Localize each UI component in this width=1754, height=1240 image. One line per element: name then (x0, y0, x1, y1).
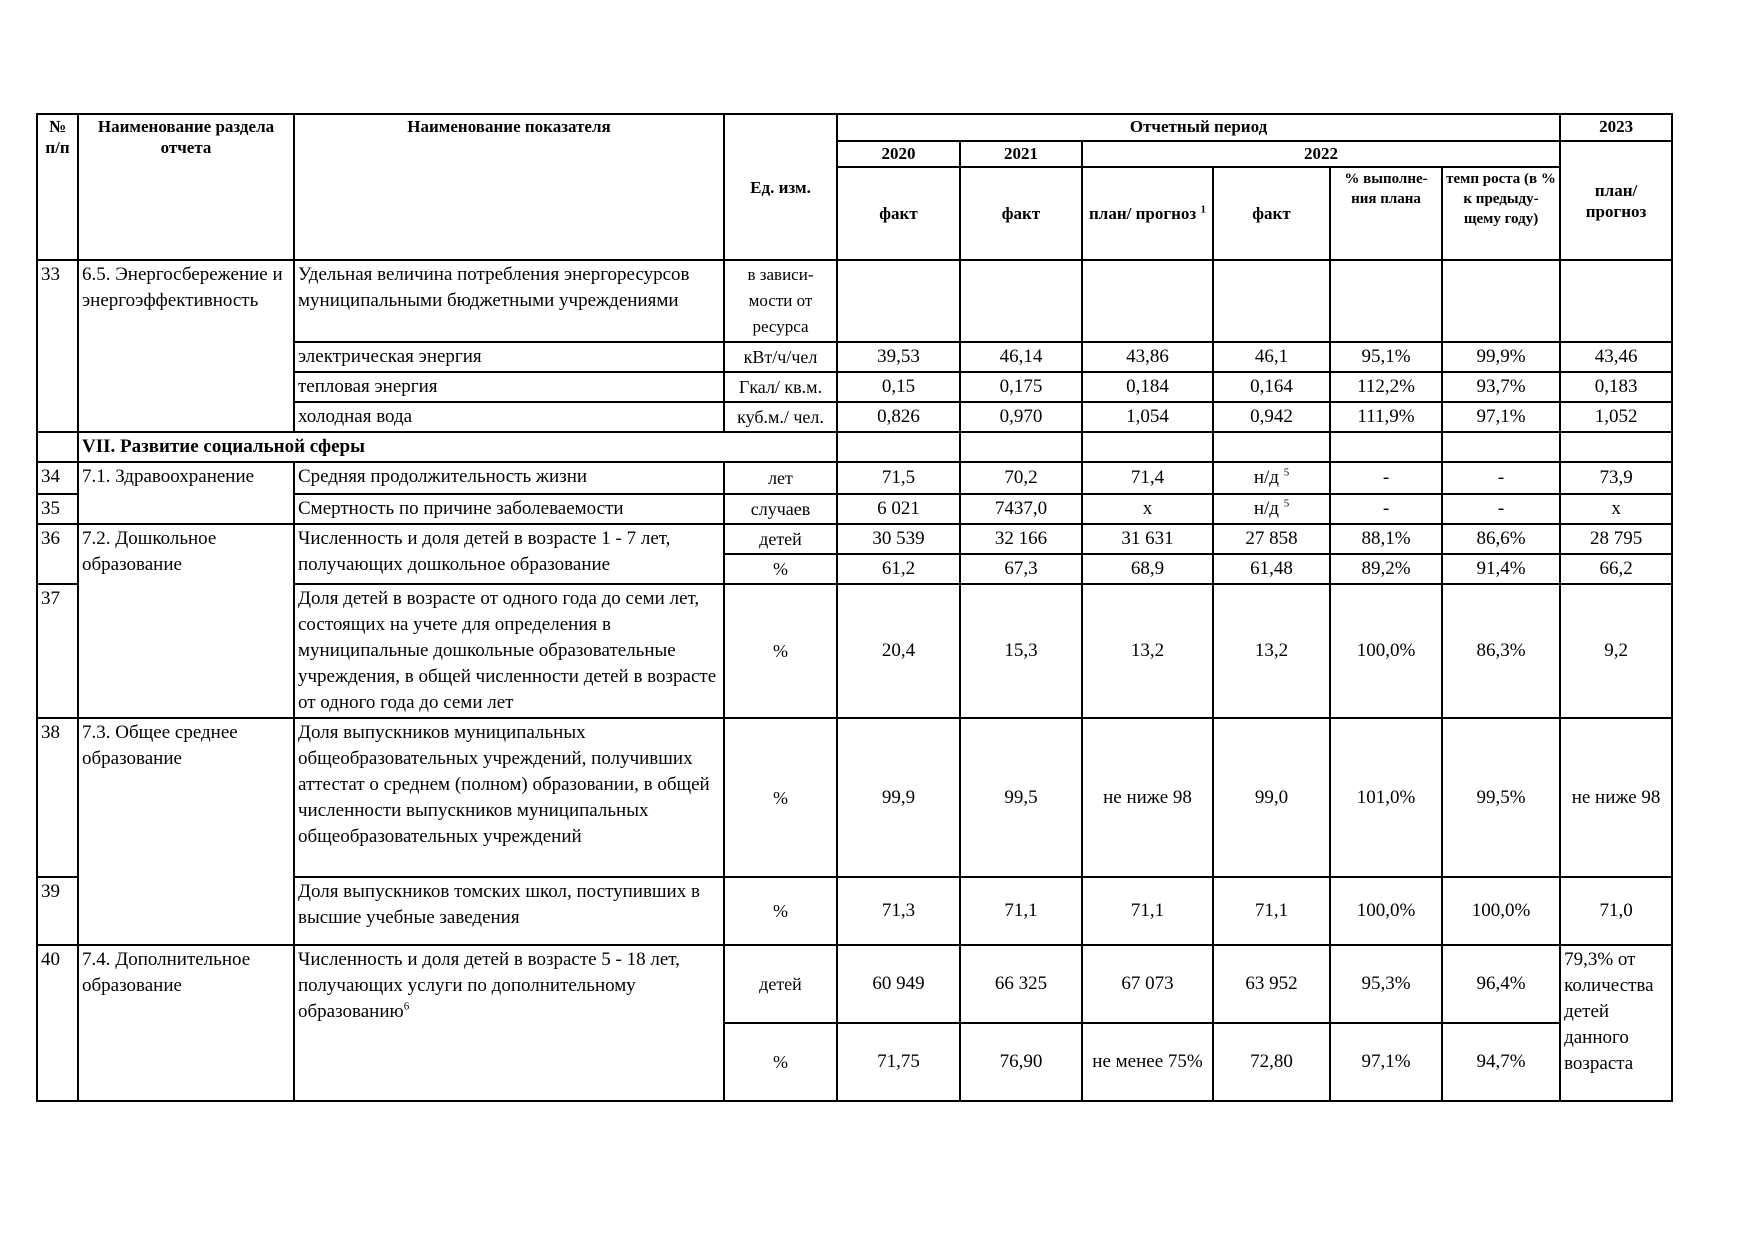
section-name: 7.2. Дошкольное образование (78, 524, 294, 718)
sub-indicator-name: тепловая энергия (294, 372, 724, 402)
indicator-name: Численность и доля детей в возрасте 1 - 7 лет, получающих дошкольное образование (294, 524, 724, 584)
unit-cell: % (724, 1023, 837, 1101)
indicator-name: Доля выпускников томских школ, поступивших в высшие учебные заведения (294, 877, 724, 945)
unit-cell: лет (724, 462, 837, 494)
value-plan-2023: 0,183 (1560, 372, 1672, 402)
row-number: 33 (37, 260, 78, 432)
value-2020: 61,2 (837, 554, 960, 584)
row-number: 34 (37, 462, 78, 494)
value-fact-2022: н/д $^5$ (1213, 494, 1330, 524)
value-2020: 60 949 (837, 945, 960, 1023)
value-plan-2022: х (1082, 494, 1213, 524)
value-plan-2022: 31 631 (1082, 524, 1213, 554)
table-row (37, 718, 1672, 877)
section-name: 7.3. Общее среднее образование (78, 718, 294, 945)
value-plan-2022: 71,1 (1082, 877, 1213, 945)
value-fact-2022: 46,1 (1213, 342, 1330, 372)
row-number: 40 (37, 945, 78, 1101)
unit-cell: куб.м./ чел. (724, 402, 837, 432)
value-pct-plan: 101,0% (1330, 718, 1442, 877)
header-fact-2020: факт (837, 167, 960, 260)
unit-cell: % (724, 718, 837, 877)
value-2021: 0,175 (960, 372, 1082, 402)
value-growth: 86,3% (1442, 584, 1560, 718)
value-2021: 0,970 (960, 402, 1082, 432)
value-2021: 99,5 (960, 718, 1082, 877)
value-growth: 99,5% (1442, 718, 1560, 877)
value-growth: 100,0% (1442, 877, 1560, 945)
value-plan-2022: 1,054 (1082, 402, 1213, 432)
value-pct-plan: 97,1% (1330, 1023, 1442, 1101)
header-growth: темп роста (в % к предыду-щему году) (1442, 167, 1560, 260)
sub-indicator-name: холодная вода (294, 402, 724, 432)
value-plan-2022: 13,2 (1082, 584, 1213, 718)
value-growth: 91,4% (1442, 554, 1560, 584)
unit-cell: детей (724, 524, 837, 554)
value-pct-plan: 88,1% (1330, 524, 1442, 554)
indicator-name: Численность и доля детей в возрасте 5 - 18 лет, получающих услуги по дополнительному образованию$^6$ (294, 945, 724, 1101)
value-fact-2022: 99,0 (1213, 718, 1330, 877)
value-2021: 66 325 (960, 945, 1082, 1023)
section-name: 7.1. Здравоохранение (78, 462, 294, 524)
section-heading-row (37, 432, 1672, 462)
unit-cell: кВт/ч/чел (724, 342, 837, 372)
header-pct-plan: % выполне-ния плана (1330, 167, 1442, 260)
table-body (37, 260, 1672, 1101)
value-fact-2022: 27 858 (1213, 524, 1330, 554)
value-2020: 0,826 (837, 402, 960, 432)
value-2020: 30 539 (837, 524, 960, 554)
unit-cell: в зависи-мости от ресурса (724, 260, 837, 342)
value-growth: 99,9% (1442, 342, 1560, 372)
section-name: 7.4. Дополнительное образование (78, 945, 294, 1101)
table-header (37, 114, 1672, 260)
value-growth: 86,6% (1442, 524, 1560, 554)
value-2021: 71,1 (960, 877, 1082, 945)
value-plan-2023: 79,3% от количества детей данного возраста (1560, 945, 1672, 1101)
value-fact-2022: 72,80 (1213, 1023, 1330, 1101)
value-2021: 7437,0 (960, 494, 1082, 524)
value-pct-plan: 95,3% (1330, 945, 1442, 1023)
value-growth: 97,1% (1442, 402, 1560, 432)
row-number: 36 (37, 524, 78, 584)
value-plan-2023: 9,2 (1560, 584, 1672, 718)
header-plan-2022: план/ прогноз $^1$ (1082, 167, 1213, 260)
value-fact-2022: 71,1 (1213, 877, 1330, 945)
unit-cell: % (724, 877, 837, 945)
unit-cell: % (724, 554, 837, 584)
value-2020: 6 021 (837, 494, 960, 524)
value-growth: 93,7% (1442, 372, 1560, 402)
value-plan-2023: 66,2 (1560, 554, 1672, 584)
unit-cell: % (724, 584, 837, 718)
value-2021: 67,3 (960, 554, 1082, 584)
value-2021: 32 166 (960, 524, 1082, 554)
value-2020: 71,5 (837, 462, 960, 494)
header-unit: Ед. изм. (724, 114, 837, 260)
value-2020: 39,53 (837, 342, 960, 372)
value-2020: 71,75 (837, 1023, 960, 1101)
value-2021: 76,90 (960, 1023, 1082, 1101)
value-fact-2022: н/д $^5$ (1213, 462, 1330, 494)
row-number: 37 (37, 584, 78, 718)
row-number: 38 (37, 718, 78, 877)
value-plan-2022: 71,4 (1082, 462, 1213, 494)
indicator-name: Удельная величина потребления энергоресурсов муниципальными бюджетными учреждениями (294, 260, 724, 342)
value-pct-plan: - (1330, 494, 1442, 524)
header-indicator: Наименование показателя (294, 114, 724, 260)
header-2021: 2021 (960, 141, 1082, 167)
value-plan-2023: 43,46 (1560, 342, 1672, 372)
indicator-name: Доля выпускников муниципальных общеобразовательных учреждений, получивших аттестат о среднем (полном) образовании, в общей численности выпускников муниципальных общеобразовательных учреждений (294, 718, 724, 877)
value-plan-2023: 73,9 (1560, 462, 1672, 494)
value-pct-plan: 112,2% (1330, 372, 1442, 402)
value-2021: 15,3 (960, 584, 1082, 718)
value-fact-2022: 0,164 (1213, 372, 1330, 402)
value-plan-2023: 28 795 (1560, 524, 1672, 554)
value-growth: - (1442, 494, 1560, 524)
header-fact-2021: факт (960, 167, 1082, 260)
value-plan-2022: 0,184 (1082, 372, 1213, 402)
value-plan-2022: 43,86 (1082, 342, 1213, 372)
value-plan-2023: х (1560, 494, 1672, 524)
table-row (37, 945, 1672, 1023)
value-2021: 70,2 (960, 462, 1082, 494)
table-row (37, 260, 1672, 342)
table-row (37, 462, 1672, 494)
indicator-name: Доля детей в возрасте от одного года до семи лет, состоящих на учете для определения в муниципальные дошкольные образовательные учреждения, в общей численности детей в возрасте от одного года до семи лет (294, 584, 724, 718)
value-plan-2022: 68,9 (1082, 554, 1213, 584)
header-2022: 2022 (1082, 141, 1560, 167)
value-plan-2022: 67 073 (1082, 945, 1213, 1023)
header-no: № п/п (37, 114, 78, 260)
value-2021: 46,14 (960, 342, 1082, 372)
row-number: 39 (37, 877, 78, 945)
value-growth: 94,7% (1442, 1023, 1560, 1101)
header-plan-2023: план/ прогноз (1560, 141, 1672, 260)
value-fact-2022: 13,2 (1213, 584, 1330, 718)
section-name: 6.5. Энергосбережение и энергоэффективность (78, 260, 294, 432)
unit-cell: Гкал/ кв.м. (724, 372, 837, 402)
report-table (36, 113, 1673, 1102)
table-row (37, 524, 1672, 554)
value-2020: 99,9 (837, 718, 960, 877)
value-pct-plan: 111,9% (1330, 402, 1442, 432)
unit-cell: детей (724, 945, 837, 1023)
header-2020: 2020 (837, 141, 960, 167)
value-pct-plan: 100,0% (1330, 877, 1442, 945)
value-plan-2023: не ниже 98 (1560, 718, 1672, 877)
row-number: 35 (37, 494, 78, 524)
value-pct-plan: 89,2% (1330, 554, 1442, 584)
unit-cell: случаев (724, 494, 837, 524)
indicator-name: Средняя продолжительность жизни (294, 462, 724, 494)
value-pct-plan: - (1330, 462, 1442, 494)
value-pct-plan: 100,0% (1330, 584, 1442, 718)
value-2020: 0,15 (837, 372, 960, 402)
value-plan-2023: 71,0 (1560, 877, 1672, 945)
value-plan-2023: 1,052 (1560, 402, 1672, 432)
value-fact-2022: 61,48 (1213, 554, 1330, 584)
value-plan-2022: не менее 75% (1082, 1023, 1213, 1101)
sub-indicator-name: электрическая энергия (294, 342, 724, 372)
value-plan-2022: не ниже 98 (1082, 718, 1213, 877)
value-pct-plan: 95,1% (1330, 342, 1442, 372)
value-growth: 96,4% (1442, 945, 1560, 1023)
value-growth: - (1442, 462, 1560, 494)
header-period: Отчетный период (837, 114, 1560, 141)
value-fact-2022: 63 952 (1213, 945, 1330, 1023)
value-2020: 20,4 (837, 584, 960, 718)
indicator-name: Смертность по причине заболеваемости (294, 494, 724, 524)
header-2023: 2023 (1560, 114, 1672, 141)
section-heading: VII. Развитие социальной сферы (78, 432, 837, 462)
header-fact-2022: факт (1213, 167, 1330, 260)
header-section: Наименование раздела отчета (78, 114, 294, 260)
value-2020: 71,3 (837, 877, 960, 945)
value-fact-2022: 0,942 (1213, 402, 1330, 432)
